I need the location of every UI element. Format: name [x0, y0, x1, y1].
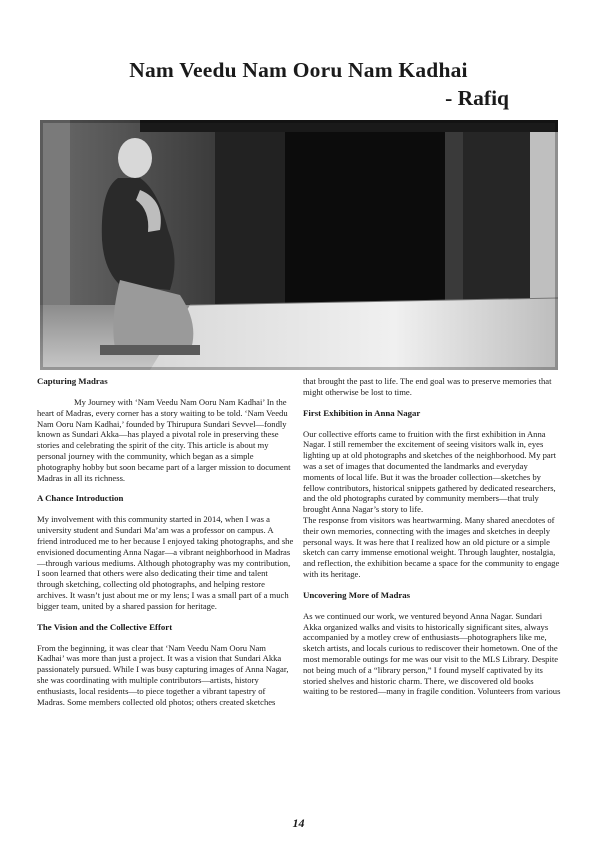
paragraph-first-exhibition: Our collective efforts came to fruition with the first exhibition in Anna Nagar. I still remember the excitement of seeing visitors walk in, eyes lighting up at old photographs and sketches of the neighborhood. My part was a set of images that documented the landmarks and everyday moments of local life. But it was the broader collection—sketches by fellow contributors, historical snippets gathered by dedicated researchers, and the old photographs curated by community members—that truly brought Anna Nagar’s story to life.: [303, 428, 556, 515]
paragraph-visitor-response: The response from visitors was heartwarming. Many shared anecdotes of their own memories, connecting with the images and sketches in deeply personal ways. It was here that I realized how an old picture or a simple sketch can carry immense emotional weight. Through laughter, nostalgia, and reflection, the exhibition became a space for the community to engage with its heritage.: [303, 514, 560, 579]
section-heading-chance-introduction: A Chance Introduction: [37, 493, 124, 504]
section-heading-uncovering-madras: Uncovering More of Madras: [303, 589, 411, 600]
right-column: [303, 376, 561, 697]
article-title: Nam Veedu Nam Ooru Nam Kadhai: [129, 58, 468, 82]
paragraph-chance-introduction: My involvement with this community started in 2014, when I was a university student and Sundari Ma’am was a professor on campus. A friend introduced me to her because I enjoyed taking photographs, and she envisioned documenting Anna Nagar—a vibrant neighborhood in Madras—through various mediums. Although photography was my contribution, I soon learned that others were also dedicating their time and talent through sketching, collecting old photographs, and helping restore archives. It wasn’t just about me or my lens; I was a small part of a much bigger team, united by a shared passion for heritage.: [37, 514, 294, 611]
paragraph-vision: From the beginning, it was clear that ‘Nam Veedu Nam Ooru Nam Kadhai’ was more than just a project. It was a vision that Sundari Akka passionately pursued. While I was busy capturing images of Anna Nagar, she was coordinating with multiple contributors—artists, history enthusiasts, local residents—to piece together a vibrant tapestry of Madras. Some members collected old photos; others created sketches: [37, 642, 289, 707]
header-photo: [40, 120, 558, 370]
page-number: 14: [292, 816, 305, 830]
section-heading-capturing-madras: Capturing Madras: [37, 376, 108, 386]
article-author: - Rafiq: [445, 86, 509, 110]
section-heading-vision: The Vision and the Collective Effort: [37, 621, 173, 632]
paragraph-intro: My Journey with ‘Nam Veedu Nam Ooru Nam Kadhai’ In the heart of Madras, every corner has a story waiting to be told. ‘Nam Veedu Nam Ooru Nam Kadhai,’ founded by Thirupura Sundari Sevvel—fondly known as Sundari Akka—has played a pivotal role in preserving these stories and celebrating the spirit of the city. This article is about my personal journey with the community, which began as a simple photography hobby but soon became part of a larger mission to document Madras in all its richness.: [37, 397, 291, 483]
left-column: [37, 376, 295, 707]
section-heading-first-exhibition: First Exhibition in Anna Nagar: [303, 407, 421, 418]
photo-illustration: [40, 120, 558, 370]
paragraph-continuation: that brought the past to life. The end goal was to preserve memories that might otherwise be lost to time.: [303, 376, 552, 397]
paragraph-uncovering-madras: As we continued our work, we ventured beyond Anna Nagar. Sundari Akka organized walks and visits to historically significant sites, always accompanied by a motley crew of enthusiasts—photographers like me, sketch artists, and locals curious to rediscover their hometown. One of the most memorable outings for me was our visit to the MLS Library. Despite not being much of a “library person,” I found myself captivated by its storied shelves and historic charm. There, we discovered old books waiting to be restored—many in fragile condition. Volunteers from various: [303, 610, 561, 697]
